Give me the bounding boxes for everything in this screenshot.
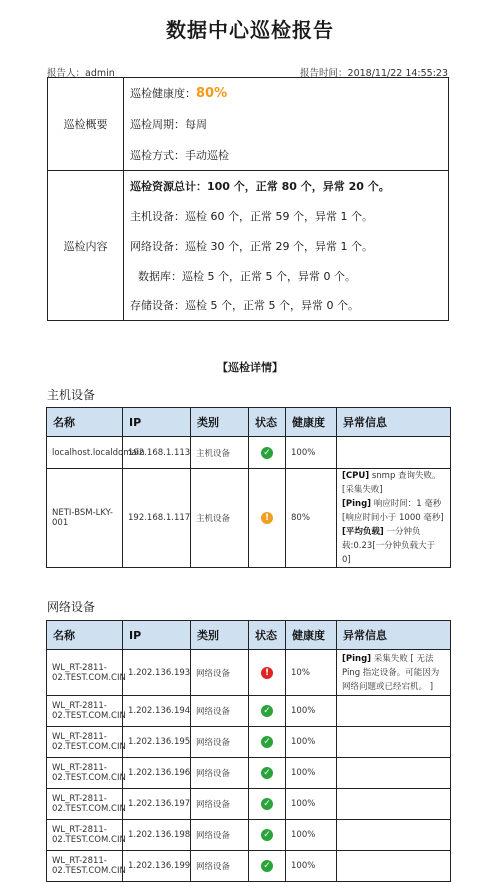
network-table	[46, 620, 451, 882]
table-row	[47, 696, 451, 727]
column-header: 名称	[47, 408, 123, 437]
network-section-title: 网络设备	[47, 600, 96, 614]
issue-cell	[337, 696, 451, 727]
device-name-cell: WL_RT-2811-02.TEST.COM.CIN	[47, 727, 123, 758]
period-line: 巡检周期：每周	[124, 109, 449, 140]
ip-cell: 1.202.136.199	[123, 851, 191, 882]
table-row	[47, 758, 451, 789]
health-cell: 100%	[286, 820, 337, 851]
type-cell: 网络设备	[191, 727, 249, 758]
health-cell: 100%	[286, 758, 337, 789]
issue-text: snmp 查询失败。[采集失败]	[342, 471, 441, 495]
host-line: 主机设备：巡检 60 个，正常 59 个，异常 1 个。	[124, 201, 449, 231]
issue-line	[342, 497, 445, 525]
health-cell: 100%	[286, 696, 337, 727]
check-circle-icon: ✓	[261, 767, 273, 779]
issue-cell	[337, 758, 451, 789]
device-name-cell: WL_RT-2811-02.TEST.COM.CIN	[47, 820, 123, 851]
issue-tag: [CPU]	[342, 471, 370, 481]
summary-table	[47, 77, 449, 321]
total-line: 巡检资源总计：100 个，正常 80 个，异常 20 个。	[124, 171, 449, 201]
ip-cell: 1.202.136.198	[123, 820, 191, 851]
ip-cell: 1.202.136.194	[123, 696, 191, 727]
issue-cell	[337, 437, 451, 469]
issue-tag: [Ping]	[342, 653, 372, 664]
type-cell: 主机设备	[191, 437, 249, 469]
health-label: 巡检健康度：	[130, 87, 196, 101]
exclamation-circle-icon: !	[261, 512, 273, 524]
device-name-cell: NETI-BSM-LKY-001	[47, 469, 123, 568]
type-cell: 网络设备	[191, 696, 249, 727]
column-header: IP	[123, 408, 191, 437]
issue-line	[342, 652, 445, 694]
issue-cell	[337, 820, 451, 851]
health-cell: 10%	[286, 650, 337, 696]
health-cell: 100%	[286, 851, 337, 882]
type-cell: 网络设备	[191, 650, 249, 696]
column-header: 健康度	[286, 621, 337, 650]
ip-cell: 1.202.136.195	[123, 727, 191, 758]
host-section-title: 主机设备	[47, 388, 96, 402]
status-cell	[249, 437, 286, 469]
table-row	[47, 437, 451, 469]
device-name-cell: WL_RT-2811-02.TEST.COM.CIN	[47, 696, 123, 727]
issue-line	[342, 525, 445, 567]
health-cell: 80%	[286, 469, 337, 568]
storage-line: 存储设备：巡检 5 个，正常 5 个，异常 0 个。	[124, 291, 449, 321]
issue-cell	[337, 650, 451, 696]
type-cell: 网络设备	[191, 820, 249, 851]
table-header-row	[47, 621, 451, 650]
ip-cell: 192.168.1.117	[123, 469, 191, 568]
report-title: 数据中心巡检报告	[166, 18, 334, 42]
column-header: 状态	[249, 621, 286, 650]
check-circle-icon: ✓	[261, 860, 273, 872]
ip-cell: 1.202.136.193	[123, 650, 191, 696]
report-time: 报告时间：2018/11/22 14:55:23	[300, 68, 448, 79]
column-header: 状态	[249, 408, 286, 437]
device-name-cell: WL_RT-2811-02.TEST.COM.CIN	[47, 650, 123, 696]
method-line: 巡检方式：手动巡检	[124, 140, 449, 171]
column-header: IP	[123, 621, 191, 650]
ip-cell: 192.168.1.113	[123, 437, 191, 469]
issue-tag: [Ping]	[342, 499, 372, 509]
health-line	[124, 78, 449, 109]
status-cell	[249, 789, 286, 820]
network-line: 网络设备：巡检 30 个，正常 29 个，异常 1 个。	[124, 231, 449, 261]
type-cell: 网络设备	[191, 851, 249, 882]
issue-line	[342, 469, 445, 497]
health-cell: 100%	[286, 727, 337, 758]
column-header: 类别	[191, 408, 249, 437]
overview-label: 巡检概要	[48, 78, 124, 171]
device-name-cell: localhost.localdomain	[47, 437, 123, 469]
issue-text: 一分钟负载:0.23[一分钟负载大于 0]	[342, 527, 436, 565]
type-cell: 主机设备	[191, 469, 249, 568]
device-name-cell: WL_RT-2811-02.TEST.COM.CIN	[47, 851, 123, 882]
issue-text: 响应时间：1 毫秒[响应时间小于 1000 毫秒]	[342, 499, 444, 523]
type-cell: 网络设备	[191, 789, 249, 820]
check-circle-icon: ✓	[261, 798, 273, 810]
issue-cell	[337, 851, 451, 882]
issue-tag: [平均负载]	[342, 527, 384, 537]
table-row	[47, 820, 451, 851]
issue-cell	[337, 727, 451, 758]
health-cell: 100%	[286, 437, 337, 469]
ip-cell: 1.202.136.196	[123, 758, 191, 789]
status-cell	[249, 758, 286, 789]
column-header: 名称	[47, 621, 123, 650]
device-name-cell: WL_RT-2811-02.TEST.COM.CIN	[47, 758, 123, 789]
table-row	[47, 727, 451, 758]
check-circle-icon: ✓	[261, 705, 273, 717]
table-row	[47, 650, 451, 696]
details-title: 【巡检详情】	[217, 361, 283, 374]
device-name-cell: WL_RT-2811-02.TEST.COM.CIN	[47, 789, 123, 820]
database-line: 数据库：巡检 5 个，正常 5 个，异常 0 个。	[124, 261, 449, 291]
host-table	[46, 407, 451, 568]
issue-text: 采集失败 [ 无法 Ping 指定设备。可能因为网络问题或已经宕机。 ]	[342, 653, 440, 692]
column-header: 类别	[191, 621, 249, 650]
table-row	[47, 851, 451, 882]
issue-cell	[337, 469, 451, 568]
table-header-row	[47, 408, 451, 437]
status-cell	[249, 727, 286, 758]
column-header: 健康度	[286, 408, 337, 437]
reporter: 报告人：admin	[47, 68, 115, 79]
status-cell	[249, 650, 286, 696]
status-cell	[249, 469, 286, 568]
status-cell	[249, 696, 286, 727]
health-cell: 100%	[286, 789, 337, 820]
issue-cell	[337, 789, 451, 820]
content-label: 巡检内容	[48, 171, 124, 321]
type-cell: 网络设备	[191, 758, 249, 789]
check-circle-icon: ✓	[261, 829, 273, 841]
table-row	[47, 469, 451, 568]
health-value: 80%	[196, 86, 228, 102]
check-circle-icon: ✓	[261, 736, 273, 748]
ip-cell: 1.202.136.197	[123, 789, 191, 820]
column-header: 异常信息	[337, 408, 451, 437]
status-cell	[249, 851, 286, 882]
error-circle-icon: !	[261, 667, 273, 679]
check-circle-icon: ✓	[261, 447, 273, 459]
status-cell	[249, 820, 286, 851]
table-row	[47, 789, 451, 820]
column-header: 异常信息	[337, 621, 451, 650]
